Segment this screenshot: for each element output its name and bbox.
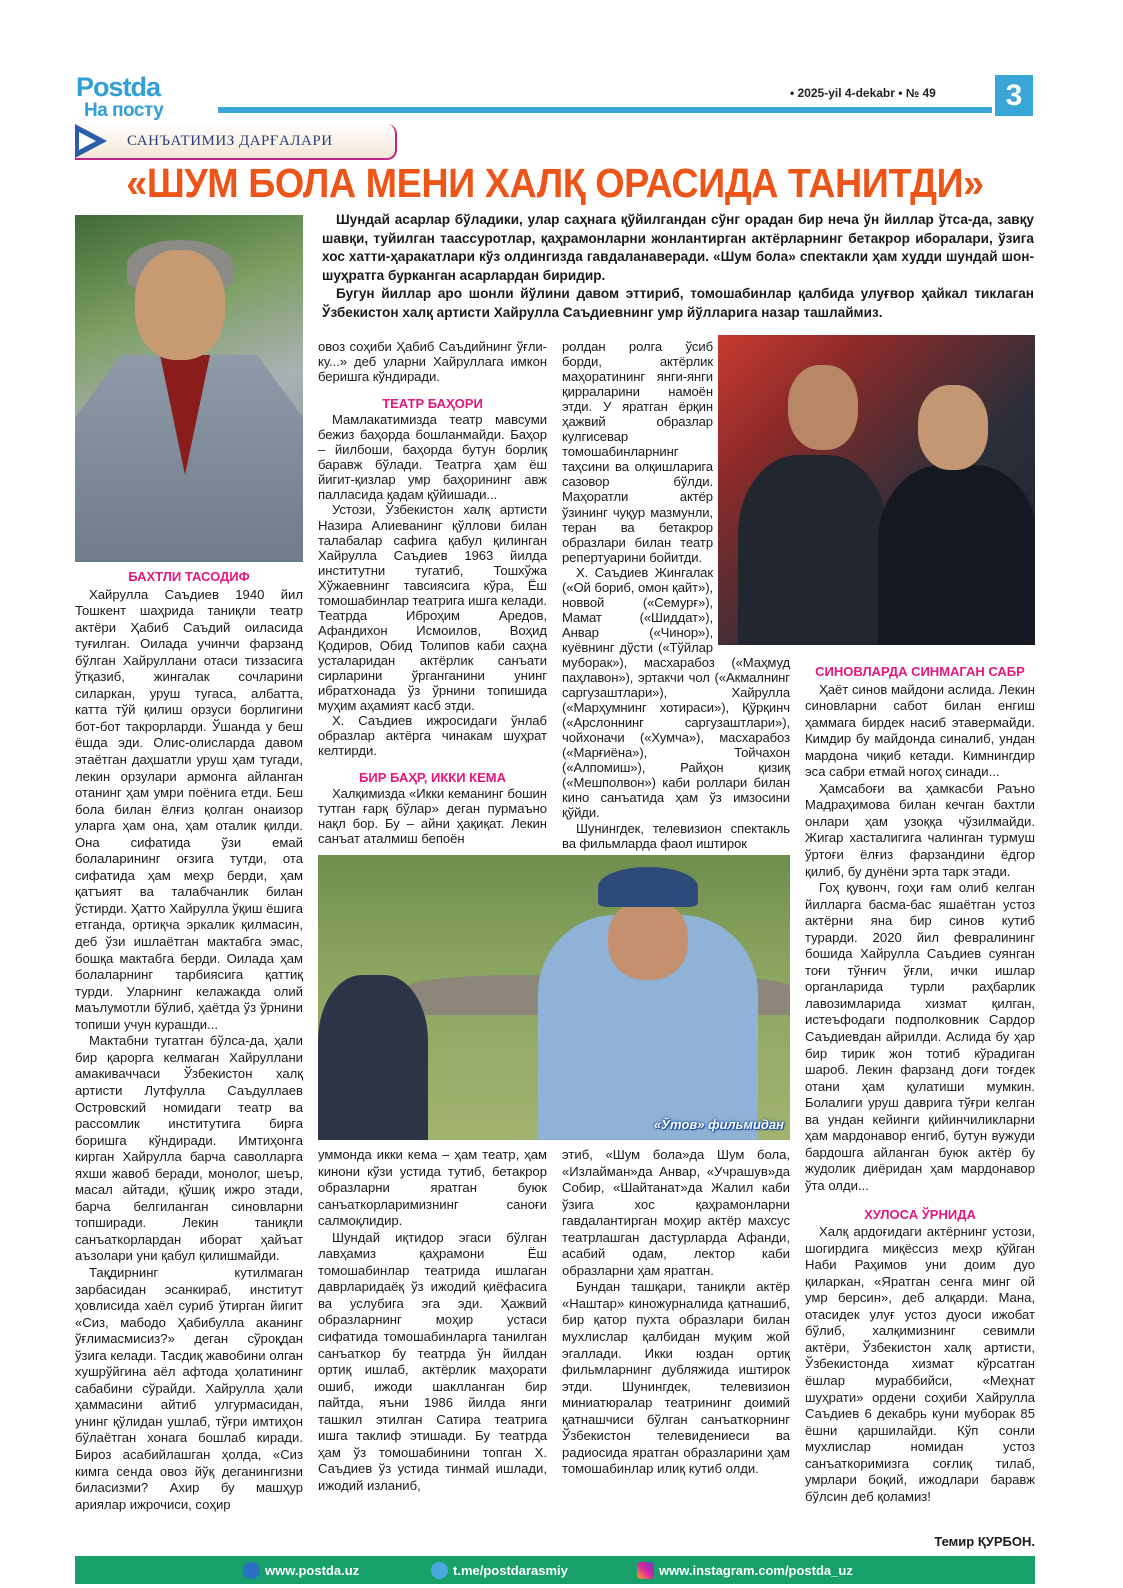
website-link[interactable] bbox=[243, 1562, 359, 1579]
telegram-label: t.me/postdarasmiy bbox=[453, 1563, 568, 1578]
instagram-icon bbox=[637, 1562, 654, 1579]
rubric-label: САНЪАТИМИЗ ДАРҒАЛАРИ bbox=[127, 133, 333, 149]
instagram-link[interactable] bbox=[637, 1562, 853, 1579]
body-paragraph: Гоҳ қувонч, гоҳи ғам олиб келган йилларга басма-бас яшаётган устоз актёрни яна бир синов кутиб турарди. 2020 йил февралининг бошида Хайрулла Саъдиев суянган тоғи тўнғич ўғли, ички ишлар органларида турли раҳбарлик лавозимларида хизмат қилган, истеъфодаги подполковник Сардор Саъдиевдан айрилди. Аслида бу ҳар бир тирик жон тотиб кўрадиган шароб. Лекин фарзанд доғи тоғдек отани ҳам қулатиши мумкин. Болалиги уруш даврига тўғри келган ва ундан кейинги қийинчиликларни ҳам мардонавор енгиб, бутун вужуди бардошга айланган буюк актёр бу жудолик диёридан ҳам мардонавор ўта олди... bbox=[805, 880, 1035, 1193]
text-column-2 bbox=[318, 339, 547, 847]
logo-line2: На посту bbox=[84, 100, 164, 121]
subheading: ТЕАТР БАҲОРИ bbox=[382, 396, 483, 412]
body-paragraph: ролдан ролга ўсиб борди, актёрлик маҳоратининг янги-янги қирраларини намоён этди. У яратган ёрқин ҳажвий образлар кулгисевар томошабинларнинг таҳсини ва олқишларига сазовор бўлди. Маҳоратли актёр ўзининг чуқур мазмунли, теран ва бетакрор образлари билан театр репертуарини бойитди. bbox=[562, 339, 713, 565]
body-paragraph: Хайрулла Саъдиев 1940 йил Тошкент шаҳрида таниқли театр актёри Ҳабиб Саъдий оиласида туғилган. Оилада учинчи фарзанд бўлган Хайруллани отаси тиззасига ўтқазиб, жингалак сочларини силаркан, уруш тугаса, албатта, катта тўй қилиш орзуси борлигини бот-бот такрорларди. Ўшанда у беш ёшда эди. Олис-олисларда давом этаётган даҳшатли уруш ҳам тугади, лекин орзулари армонга айланган отанинг ҳам умри поёнига етди. Беш бола билан ёлғиз қолган онаизор уларга ҳам она, ҳам оталик қилди. Она сифатида ўзи емай болаларининг оғзига тутди, ота сифатида ҳам меҳр берди, ҳам қатъият ва талабчанлик билан ўстирди. Ҳатто Хайрулла ўқиш ёшига етганда, ортиқча эркалик қилмасин, деб ўзи ишлаётган мактабга эмас, бошқа мактабга берди. Оилада ҳам болаларнинг тарбиясига қаттиқ турди. Уларнинг келажакда олий маълумотли бўлиб, ҳаётда ўз ўрнини топиши учун курашди... bbox=[75, 586, 303, 1032]
telegram-link[interactable] bbox=[431, 1562, 568, 1579]
author-signature: Темир ҚУРБОН. bbox=[934, 1534, 1035, 1549]
body-paragraph: Халқ ардоғидаги актёрнинг устози, шогирдига миқёссиз меҳр қўйган Наби Раҳимов уни доим дуо қиларкан, «Яратган сенга минг ой умр берсин», деб алқарди. Мана, отасидек улуғ устоз дуоси ижобат бўлиб, халқимизнинг севимли актёри, Ўзбекистон халқ артисти, Ўзбекистонда хизмат кўрсатган ёшлар мураббийси, «Меҳнат шуҳрати» ордени соҳиби Хайрулла Саъдиев 6 декабрь куни муборак 85 ёшни қаршилайди. Кўп сонли мухлислар номидан устоз санъаткоримизга соғлиқ тилаб, умрлари боқий, ижодлари баравж бўлсин деб қоламиз! bbox=[805, 1224, 1035, 1504]
body-paragraph: Ҳамсабоғи ва ҳамкасби Раъно Мадраҳимова билан кечган бахтли онлари ҳам узоққа чўзилмайди. Жигар хасталигига чалинган турмуш ўртоғи ёлғиз фарзандини ёдгор қилиб, бу дунёни эрта тарк этади. bbox=[805, 780, 1035, 879]
subheading: БАХТЛИ ТАСОДИФ bbox=[128, 569, 250, 584]
triangle-inner-icon bbox=[79, 132, 96, 150]
footer-bar bbox=[75, 1556, 1035, 1584]
newspaper-logo bbox=[76, 74, 163, 120]
lead-paragraph: Бугун йиллар аро шонли йўлини давом эттириб, томошабинлар қалбида улуғвор ҳайкал тиклаган Ўзбекистон халқ артисти Хайрулла Саъдиевнинг умр йўлларига назар ташлаймиз. bbox=[322, 286, 1034, 320]
subheading: СИНОВЛАРДА СИНМАГАН САБР bbox=[815, 664, 1025, 679]
article-lead bbox=[322, 211, 1034, 322]
instagram-label: www.instagram.com/postda_uz bbox=[659, 1563, 853, 1578]
body-paragraph: Шунингдек, телевизион спектакль ва фильмларда фаол иштирок bbox=[562, 820, 790, 851]
telegram-icon bbox=[431, 1562, 448, 1579]
issue-dateline: • 2025-yil 4-dekabr • № 49 bbox=[790, 86, 936, 100]
body-paragraph: Мамлакатимизда театр мавсуми бежиз баҳорда бошланмайди. Баҳор – йилбоши, баҳорда бутун борлиқ баравж бўлади. Театрга ҳам ёш йигит-қизлар умр баҳорининг авж палласида қадам қўйишади... bbox=[318, 412, 547, 503]
subheading: ХУЛОСА ЎРНИДА bbox=[864, 1206, 976, 1222]
portrait-photo bbox=[75, 215, 303, 562]
body-paragraph: Бундан ташқари, таниқли актёр «Наштар» киножурналида қатнашиб, бир қатор пухта образлари билан мухлислар қалбидан муқим жой эгаллади. Икки юздан ортиқ фильмларнинг дубляжида иштирок этди. Шунингдек, телевизион миниатюралар театрининг доимий қатнашчиси бўлган санъаткорнинг Ўзбекистон телевидениеси ва радиосида яратган образларини ҳам томошабинлар илиқ кутиб олди. bbox=[562, 1279, 790, 1477]
website-label: www.postda.uz bbox=[265, 1563, 360, 1578]
body-paragraph: Х. Саъдиев Жингалак («Ой бориб, омон қайт»), новвой («Семурғ»), Мамат («Шиддат»), Анвар («Чинор»), куёвнинг дўсти («Тўйлар муборак»), масхарабоз («Маҳмуд паҳлавон»), эртакчи чол («Акмалнинг саргузаштлари»), Хайрулла («Марҳумнинг хотираси»), Қўрқинч («Арслоннинг саргузаштлари»), чойхоначи («Хумча»), масхарабоз («Марғиёна»), Тойчахон («Алпомиш»), Райҳон қизиқ («Мешполвон») каби роллари билан кино санъатида ҳам ўз имзосини қўйди. bbox=[562, 564, 790, 821]
photo-caption: «Ўтов» фильмидан bbox=[654, 1117, 784, 1132]
page-number: 3 bbox=[995, 75, 1033, 116]
film-still-photo bbox=[318, 855, 790, 1140]
body-paragraph: Халқимизда «Икки кеманинг бошин тутган ғарқ бўлар» деган пурмаъно нақл бор. Бу – айни ҳақиқат. Лекин санъат аталмиш бепоён bbox=[318, 786, 547, 847]
globe-icon bbox=[243, 1562, 260, 1579]
article-headline: «ШУМ БОЛА МЕНИ ХАЛҚ ОРАСИДА ТАНИТДИ» bbox=[126, 160, 984, 206]
body-paragraph: Мактабни тугатган бўлса-да, ҳали бир қарорга келмаган Хайруллани амакиваччаси Ўзбекистон халқ артисти Лутфулла Саъдуллаев Островский номидаги театр ва рассомлик институтига бирга боришга кўндиради. Имтиҳонга кирган Хайрулла барча саволларга яхши жавоб беради, монолог, шеър, масал айтади, қўшиқ ижро этади, барча белгиланган синовларни топширади. Лекин таниқли санъаткорлардан иборат ҳайъат аъзолари уни қабул қилишмайди. bbox=[75, 1033, 303, 1264]
body-paragraph: уммонда икки кема – ҳам театр, ҳам кинони кўзи устида тутиб, бетакрор образларни яратган буюк санъаткорларимизнинг саноғи салмоқлидир. bbox=[318, 1147, 547, 1229]
text-column-3 bbox=[562, 339, 790, 851]
logo-line1: Postda bbox=[76, 72, 161, 102]
body-paragraph: Ҳаёт синов майдони аслида. Лекин синовларни сабот билан енгиш ҳаммага бирдек насиб этавермайди. Кимдир бу майдонда синалиб, ундан мардона чиқиб кетади. Кимнингдир эса сабри етмай ногоҳ синади... bbox=[805, 681, 1035, 780]
header-rule bbox=[218, 107, 992, 113]
section-rubric bbox=[75, 124, 397, 160]
body-paragraph: Устози, Ўзбекистон халқ артисти Назира Алиеванинг қўллови билан талабалар сафига қабул қилинган Хайрулла Саъдиев 1963 йилда институтни тугатиб, Тошхўжа Хўжаевнинг тавсиясига кўра, Ёш томошабинлар театрига ишга келади. Театрда Иброҳим Аредов, Афандихон Исмоилов, Воҳид Қодиров, Обид Толипов каби саҳна усталаридан актёрлик санъати сирларини ўрганганини унинг ибратхонада ўз ўрнини топишида муҳим аҳамият касб этди. bbox=[318, 502, 547, 714]
text-column-4 bbox=[805, 664, 1035, 1505]
body-paragraph: Шундай иқтидор эгаси бўлган лавҳамиз қаҳрамони Ёш томошабинлар театрида ишлаган даврларидаёқ ўз ижодий қиёфасига ва услубига эга эди. Ҳажвий образларнинг моҳир устаси сифатида томошабинларга танилган санъаткор бу театрда ўн йилдан ортиқ ишлаб, актёрлик маҳорати ошиб, ижоди шаклланган бир пайтда, яъни 1986 йилда янги ташкил этилган Сатира театрига ишга таклиф этишади. Бу театрда ҳам ўз томошабинини топган Х. Саъдиев ўз устида тинмай ишлади, ижодий изланиб, bbox=[318, 1229, 547, 1493]
body-paragraph: овоз соҳиби Ҳабиб Саъдийнинг ўғли-ку...» деб уларни Хайруллага имкон беришга кўндиради. bbox=[318, 339, 547, 385]
subheading: БИР БАҲР, ИККИ КЕМА bbox=[359, 770, 506, 786]
text-column-1 bbox=[75, 569, 303, 1513]
text-column-5 bbox=[318, 1147, 547, 1494]
body-paragraph: Х. Саъдиев ижросидаги ўнлаб образлар актёрга чинакам шуҳрат келтирди. bbox=[318, 713, 547, 759]
body-paragraph: этиб, «Шум бола»да Шум бола, «Излайман»да Анвар, «Учрашув»да Собир, «Шайтанат»да Жалил каби ўзига хос қаҳрамонларни гавдалантирган моҳир актёр махсус театрлашган дастурларда Афанди, асабий одам, лектор каби образларни ҳам яратган. bbox=[562, 1147, 790, 1278]
lead-paragraph: Шундай асарлар бўладики, улар саҳнага қўйилгандан сўнг орадан бир неча ўн йиллар ўтса-да, завқу шавқи, туйилган таассуротлар, қаҳрамонларни жонлантирган актёрларнинг бетакрор иборалари, ўзига хос хатти-ҳаракатлари кўз олдингизда гавдаланаверади. «Шум бола» спектакли ҳам худди шундай шон-шуҳратга бурканган асарлардан биридир. bbox=[322, 212, 1034, 283]
text-column-6 bbox=[562, 1147, 790, 1478]
body-paragraph: Тақдирнинг кутилмаган зарбасидан эсанкираб, институт ҳовлисида хаёл суриб ўтирган йигит «Сиз, мабодо Ҳабибулла аканинг ўғлимасмисиз?» деган сўроқдан ўзига келади. Тасдиқ жавобини олган хушрўйгина аёл афтода ҳолатининг сабабини сўрайди. Хайрулла ҳали ҳаммасини айтиб улгурмасидан, унинг қўлидан ушлаб, тўғри имтиҳон бўлаётган хонага бошлаб киради. Бироз асабийлашган ҳолда, «Сиз кимга сенда овоз йўқ деганингизни биласизми? Ахир бу машҳур ариялар ижрочиси, соҳир bbox=[75, 1264, 303, 1512]
